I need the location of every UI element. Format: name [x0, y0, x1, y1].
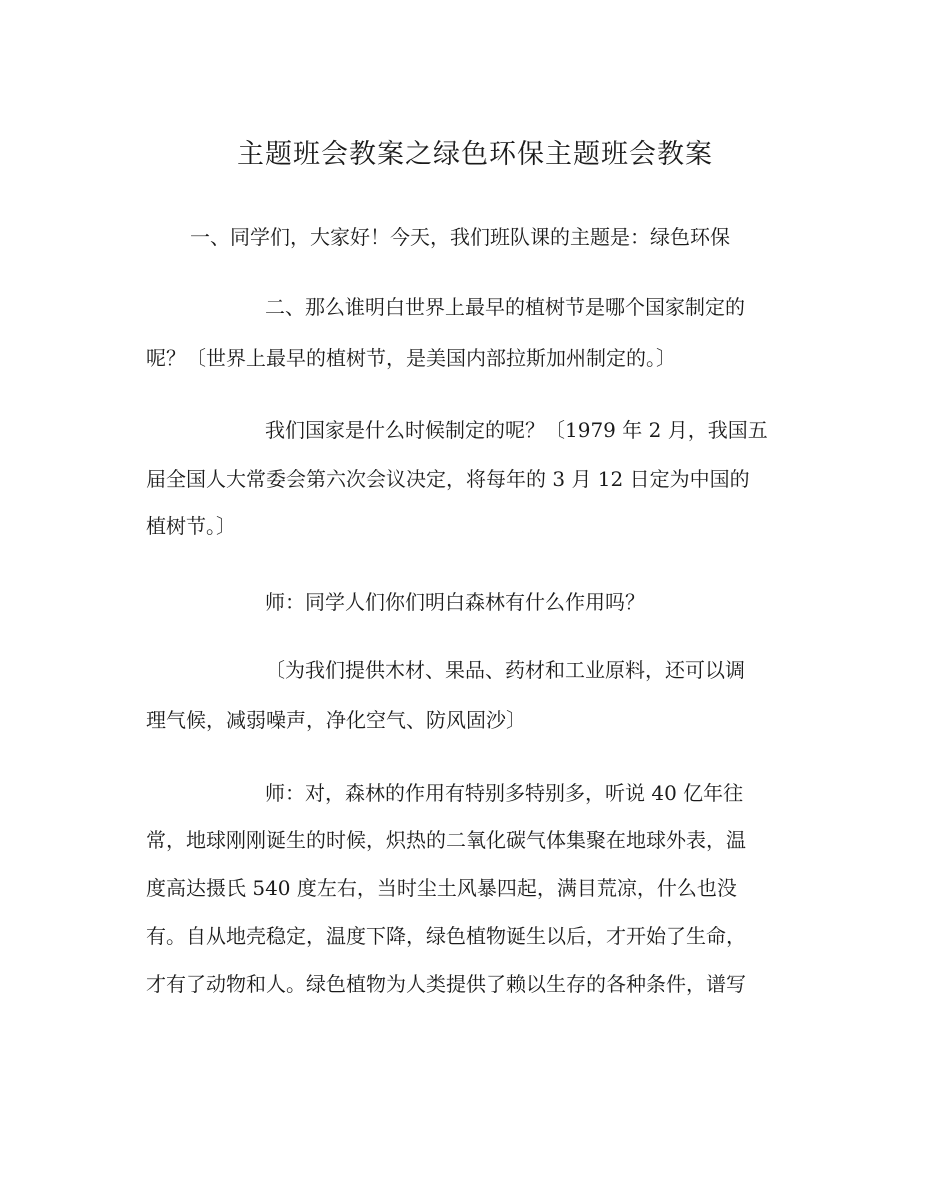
paragraph-line: 一、同学们，大家好！今天，我们班队课的主题是：绿色环保 [190, 225, 730, 249]
paragraph-line: 植树节。〕 [146, 514, 236, 538]
paragraph-line: 有。自从地壳稳定，温度下降，绿色植物诞生以后，才开始了生命， [146, 924, 746, 948]
document-title: 主题班会教案之绿色环保主题班会教案 [237, 139, 713, 170]
paragraph-line: 〔为我们提供木材、果品、药材和工业原料，还可以调 [265, 658, 745, 682]
paragraph-line: 才有了动物和人。绿色植物为人类提供了赖以生存的各种条件，谱写 [146, 972, 746, 996]
paragraph-line: 常，地球刚刚诞生的时候，炽热的二氧化碳气体集聚在地球外表，温 [146, 828, 746, 852]
paragraph-line: 度高达摄氏 540 度左右，当时尘土风暴四起，满目荒凉，什么也没 [146, 876, 737, 900]
paragraph-line: 师：对，森林的作用有特别多特别多，听说 40 亿年往 [265, 781, 744, 805]
paragraph-line: 我们国家是什么时候制定的呢？〔1979 年 2 月，我国五 [265, 418, 768, 442]
paragraph-line: 呢？〔世界上最早的植树节，是美国内部拉斯加州制定的。〕 [146, 346, 676, 370]
paragraph-line: 师：同学人们你们明白森林有什么作用吗？ [265, 590, 645, 614]
paragraph-line: 二、那么谁明白世界上最早的植树节是哪个国家制定的 [265, 295, 745, 319]
paragraph-line: 理气候，减弱噪声，净化空气、防风固沙〕 [146, 708, 526, 732]
paragraph-line: 届全国人大常委会第六次会议决定，将每年的 3 月 12 日定为中国的 [146, 467, 750, 491]
